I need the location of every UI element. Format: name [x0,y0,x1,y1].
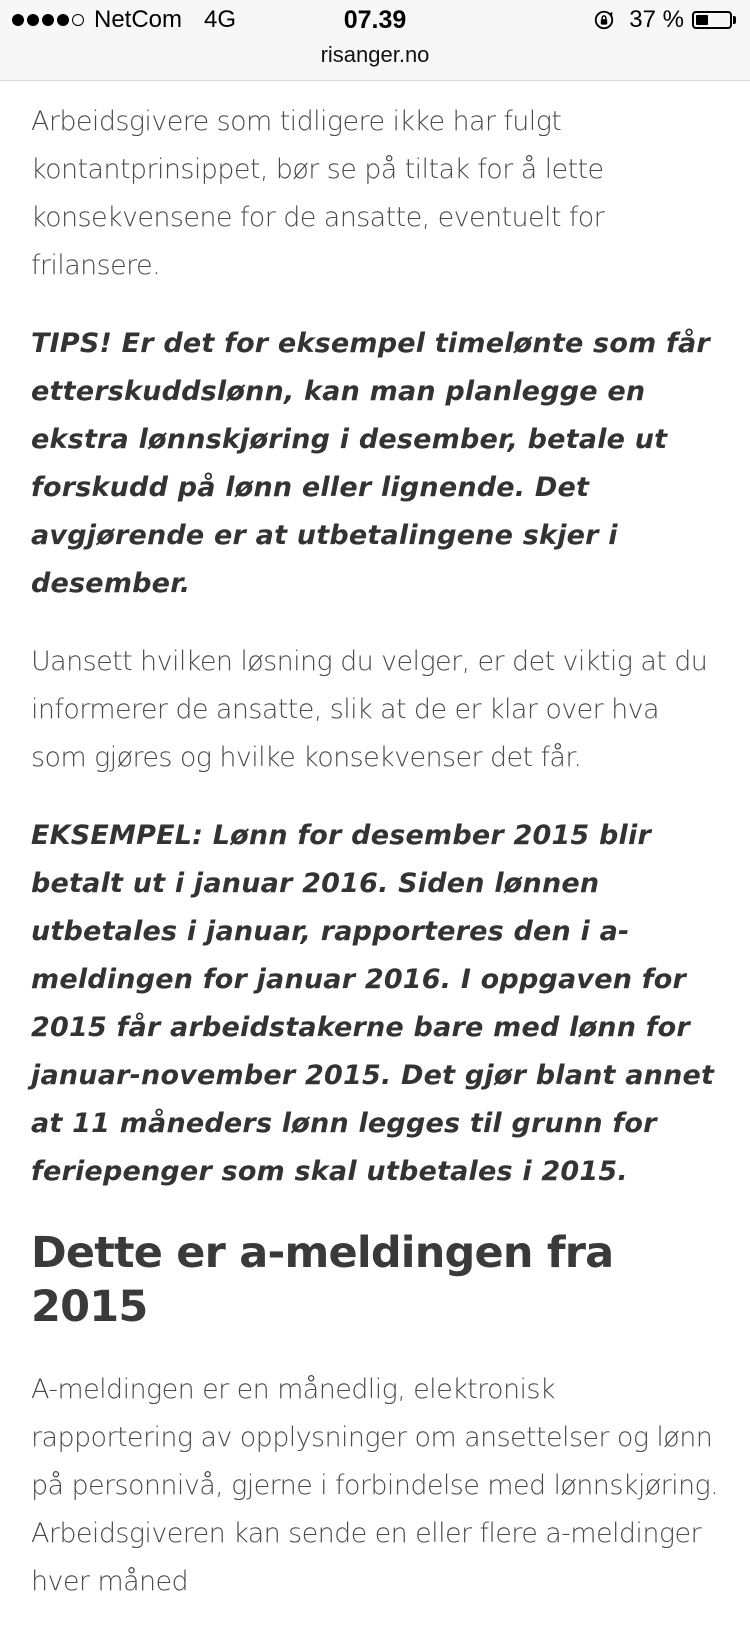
battery-percent: 37 % [629,6,684,33]
network-type: 4G [204,6,237,33]
address-bar[interactable] [0,40,750,81]
example-callout: EKSEMPEL: Lønn for desember 2015 blir betalt ut i januar 2016. Siden lønnen utbetales i januar, rapporteres den i a-meldingen for januar 2016. I oppgaven for 2015 får arbeidstakerne bare med lønn for januar-november 2015. Det gjør blant annet at 11 måneders lønn legges til grunn for feriepenger som skal utbetales i 2015. [31,820,715,1187]
status-time: 07.39 [343,6,407,34]
rotation-lock-icon [593,9,615,31]
article-content [31,98,721,1636]
battery-icon [692,11,732,29]
paragraph-intro: Arbeidsgivere som tidligere ikke har fulgt kontantprinsippet, bør se på tiltak for å lette konsekvensene for de ansatte, eventuelt for frilansere. [31,106,605,281]
battery-cap [733,16,736,24]
paragraph-a-meldingen: A-meldingen er en månedlig, elektronisk rapportering av opplysninger om ansettelser og lønn på personnivå, gjerne i forbindelse med lønnskjøring. Arbeidsgiveren kan sende en eller flere a-meldinger hver måned [31,1374,719,1597]
address-url[interactable]: risanger.no [320,42,430,67]
tips-callout: TIPS! Er det for eksempel timelønte som får etterskuddslønn, kan man planlegge en ekstra lønnskjøring i desember, betale ut forskudd på lønn eller lignende. Det avgjørende er at utbetalingene skjer i desember. [31,328,710,599]
carrier-name: NetCom [94,6,183,33]
status-right [593,6,736,34]
section-heading: Dette er a-meldingen fra 2015 [31,1228,614,1332]
status-bar [0,0,750,40]
paragraph-info: Uansett hvilken løsning du velger, er det viktig at du informerer de ansatte, slik at de er klar over hva som gjøres og hvilke konsekvenser det får. [31,646,708,773]
battery-fill [696,15,708,25]
